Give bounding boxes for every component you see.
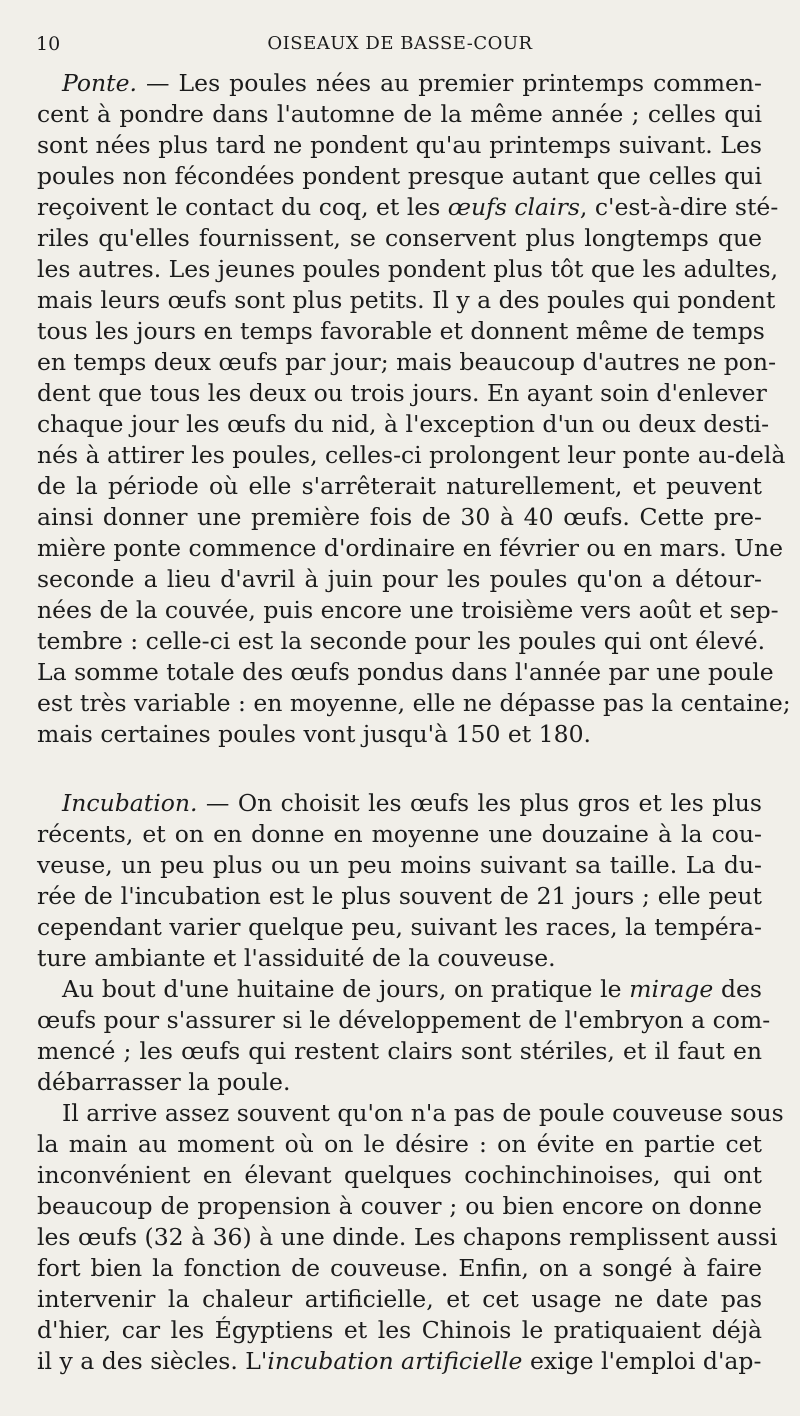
text-segment: poules non fécondées pondent presque autant que celles qui — [37, 162, 762, 190]
text-line — [37, 471, 762, 502]
text-line — [37, 316, 765, 347]
text-segment: sont nées plus tard ne pondent qu'au printemps suivant. Les — [37, 131, 762, 159]
text-segment: dent que tous les deux ou trois jours. En ayant soin d'enlever — [37, 379, 767, 407]
text-segment: d'hier, car les Égyptiens et les Chinois le pratiquaient déjà — [37, 1316, 762, 1344]
text-segment: reçoivent le contact du coq, et les — [37, 193, 448, 221]
text-segment: tous les jours en temps favorable et donnent même de temps — [37, 317, 765, 345]
text-segment: des — [713, 975, 762, 1003]
text-line — [37, 1129, 762, 1160]
text-segment: cent à pondre dans l'automne de la même année ; celles qui — [37, 100, 762, 128]
text-segment: intervenir la chaleur artificielle, et cet usage ne date pas — [37, 1285, 762, 1313]
text-segment: mencé ; les œufs qui restent clairs sont stériles, et il faut en — [37, 1037, 762, 1065]
text-line — [37, 440, 786, 471]
text-segment: il y a des siècles. L' — [37, 1347, 268, 1375]
text-segment: fort bien la fonction de couveuse. Enfin, on a songé à faire — [37, 1254, 762, 1282]
text-line — [37, 1036, 762, 1067]
text-segment: mais certaines poules vont jusqu'à 150 et 180. — [37, 720, 592, 748]
text-segment: ainsi donner une première fois de 30 à 40 œufs. Cette pre- — [37, 503, 762, 531]
text-segment: Au bout d'une huitaine de jours, on pratique le — [62, 975, 630, 1003]
text-segment: la main au moment où on le désire : on évite en partie cet — [37, 1130, 762, 1158]
text-line — [37, 943, 762, 974]
text-line — [37, 502, 762, 533]
text-line — [37, 819, 762, 850]
text-line — [37, 657, 774, 688]
text-line — [37, 1191, 762, 1222]
text-segment: de la période où elle s'arrêterait naturellement, et peuvent — [37, 472, 762, 500]
text-segment: chaque jour les œufs du nid, à l'exception d'un ou deux desti- — [37, 410, 770, 438]
text-line — [37, 533, 784, 564]
text-line — [62, 1098, 784, 1129]
text-line — [62, 68, 762, 99]
text-segment: Il arrive assez souvent qu'on n'a pas de poule couveuse sous — [62, 1099, 784, 1127]
text-segment: débarrasser la poule. — [37, 1068, 291, 1096]
text-segment: exige l'emploi d'ap- — [522, 1347, 762, 1375]
text-line — [37, 409, 770, 440]
text-line — [62, 788, 762, 819]
text-line — [37, 1346, 762, 1377]
text-line — [37, 626, 766, 657]
text-segment: beaucoup de propension à couver ; ou bien encore on donne — [37, 1192, 762, 1220]
page-number: 10 — [36, 33, 61, 55]
text-segment: veuse, un peu plus ou un peu moins suivant sa taille. La du- — [37, 851, 762, 879]
text-line — [37, 130, 762, 161]
text-line — [37, 1067, 762, 1098]
italic-text: Ponte. — [62, 69, 137, 97]
text-line — [62, 974, 762, 1005]
italic-text: œufs clairs — [447, 193, 580, 221]
text-segment: récents, et on en donne en moyenne une douzaine à la cou- — [37, 820, 762, 848]
text-line — [37, 850, 762, 881]
running-title: OISEAUX DE BASSE-COUR — [267, 33, 533, 54]
text-segment: La somme totale des œufs pondus dans l'année par une poule — [37, 658, 774, 686]
text-segment: est très variable : en moyenne, elle ne dépasse pas la centaine; — [37, 689, 791, 717]
text-segment: , c'est-à-dire sté- — [579, 193, 779, 221]
text-segment: mière ponte commence d'ordinaire en février ou en mars. Une — [37, 534, 784, 562]
text-line — [37, 254, 779, 285]
text-line — [37, 285, 776, 316]
text-segment: tembre : celle-ci est la seconde pour les poules qui ont élevé. — [37, 627, 766, 655]
text-segment: inconvénient en élevant quelques cochinchinoises, qui ont — [37, 1161, 762, 1189]
text-line — [37, 192, 779, 223]
text-segment: en temps deux œufs par jour; mais beaucoup d'autres ne pon- — [37, 348, 777, 376]
text-line — [37, 347, 777, 378]
italic-text: Incubation. — [62, 789, 198, 817]
text-segment: nées de la couvée, puis encore une troisième vers août et sep- — [37, 596, 779, 624]
text-line — [37, 719, 762, 750]
text-segment: mais leurs œufs sont plus petits. Il y a des poules qui pondent — [37, 286, 776, 314]
text-line — [37, 378, 767, 409]
text-line — [37, 99, 762, 130]
text-segment: œufs pour s'assurer si le développement de l'embryon a com- — [37, 1006, 771, 1034]
text-segment: riles qu'elles fournissent, se conservent plus longtemps que — [37, 224, 762, 252]
text-segment: les œufs (32 à 36) à une dinde. Les chapons remplissent aussi — [37, 1223, 778, 1251]
text-line — [37, 1222, 778, 1253]
italic-text: mirage — [629, 975, 714, 1003]
text-segment: seconde a lieu d'avril à juin pour les poules qu'on a détour- — [37, 565, 762, 593]
text-line — [37, 912, 762, 943]
text-segment: nés à attirer les poules, celles-ci prolongent leur ponte au-delà — [37, 441, 786, 469]
text-line — [37, 1005, 771, 1036]
text-segment: cependant varier quelque peu, suivant les races, la tempéra- — [37, 913, 762, 941]
text-line — [37, 1284, 762, 1315]
text-segment: les autres. Les jeunes poules pondent plus tôt que les adultes, — [37, 255, 779, 283]
text-line — [37, 1160, 762, 1191]
text-segment: — Les poules nées au premier printemps commen- — [136, 69, 762, 97]
text-line — [37, 223, 762, 254]
text-segment: rée de l'incubation est le plus souvent de 21 jours ; elle peut — [37, 882, 762, 910]
italic-text: incubation artificielle — [267, 1347, 523, 1375]
text-line — [37, 1253, 762, 1284]
text-segment: — On choisit les œufs les plus gros et les plus — [197, 789, 762, 817]
text-line — [37, 564, 762, 595]
text-line — [37, 161, 762, 192]
text-line — [37, 881, 762, 912]
text-line — [37, 688, 791, 719]
text-line — [37, 1315, 762, 1346]
text-line — [37, 595, 779, 626]
text-segment: ture ambiante et l'assiduité de la couveuse. — [37, 944, 556, 972]
